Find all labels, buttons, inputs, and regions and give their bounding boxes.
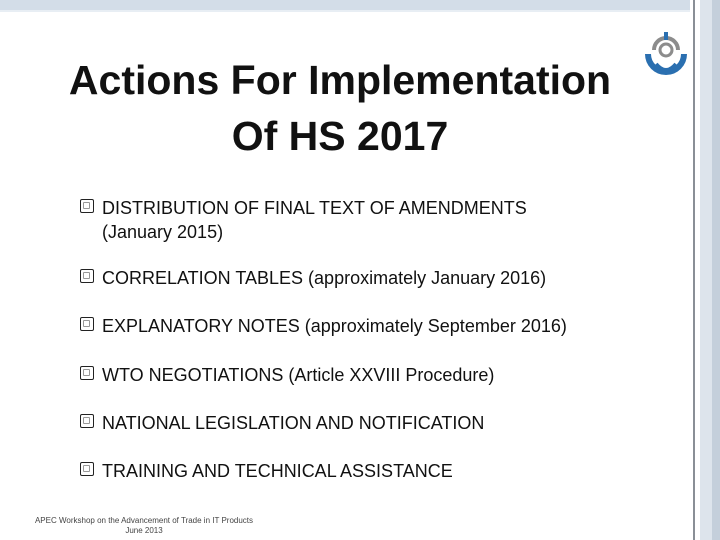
right-border-rule — [693, 0, 695, 540]
footer-line-1: APEC Workshop on the Advancement of Trade in IT Products — [34, 516, 254, 525]
bullet-item-distribution — [80, 196, 527, 244]
checkbox-bullet-icon — [80, 366, 94, 380]
slide-title-line-2: Of HS 2017 — [231, 113, 449, 159]
checkbox-bullet-icon — [80, 462, 94, 476]
checkbox-bullet-icon — [80, 199, 94, 213]
bullet-text: CORRELATION TABLES (approximately January 2016) — [102, 268, 547, 288]
slide-title — [40, 52, 640, 164]
wco-logo-icon — [640, 28, 692, 80]
bullet-text: NATIONAL LEGISLATION AND NOTIFICATION — [102, 413, 485, 433]
right-decorative-strip-dark — [712, 0, 720, 540]
top-decorative-bar — [0, 0, 690, 10]
bullet-text: TRAINING AND TECHNICAL ASSISTANCE — [102, 461, 453, 481]
bullet-text: WTO NEGOTIATIONS (Article XXVIII Procedure) — [102, 365, 495, 385]
bullet-text: DISTRIBUTION OF FINAL TEXT OF AMENDMENTS — [102, 198, 527, 218]
bullet-text: EXPLANATORY NOTES (approximately September 2016) — [102, 316, 567, 336]
checkbox-bullet-icon — [80, 414, 94, 428]
footer-line-2: June 2013 — [125, 526, 163, 535]
bullet-item-national-legislation — [80, 411, 484, 435]
bullet-text-continued: (January 2015) — [102, 222, 224, 242]
bullet-item-wto-negotiations — [80, 363, 494, 387]
slide-title-line-1: Actions For Implementation — [68, 57, 612, 103]
slide-footer — [14, 516, 274, 536]
top-decorative-line — [0, 10, 690, 12]
bullet-item-explanatory-notes — [80, 314, 567, 338]
checkbox-bullet-icon — [80, 317, 94, 331]
bullet-item-training — [80, 459, 453, 483]
checkbox-bullet-icon — [80, 269, 94, 283]
bullet-item-correlation-tables — [80, 266, 546, 290]
